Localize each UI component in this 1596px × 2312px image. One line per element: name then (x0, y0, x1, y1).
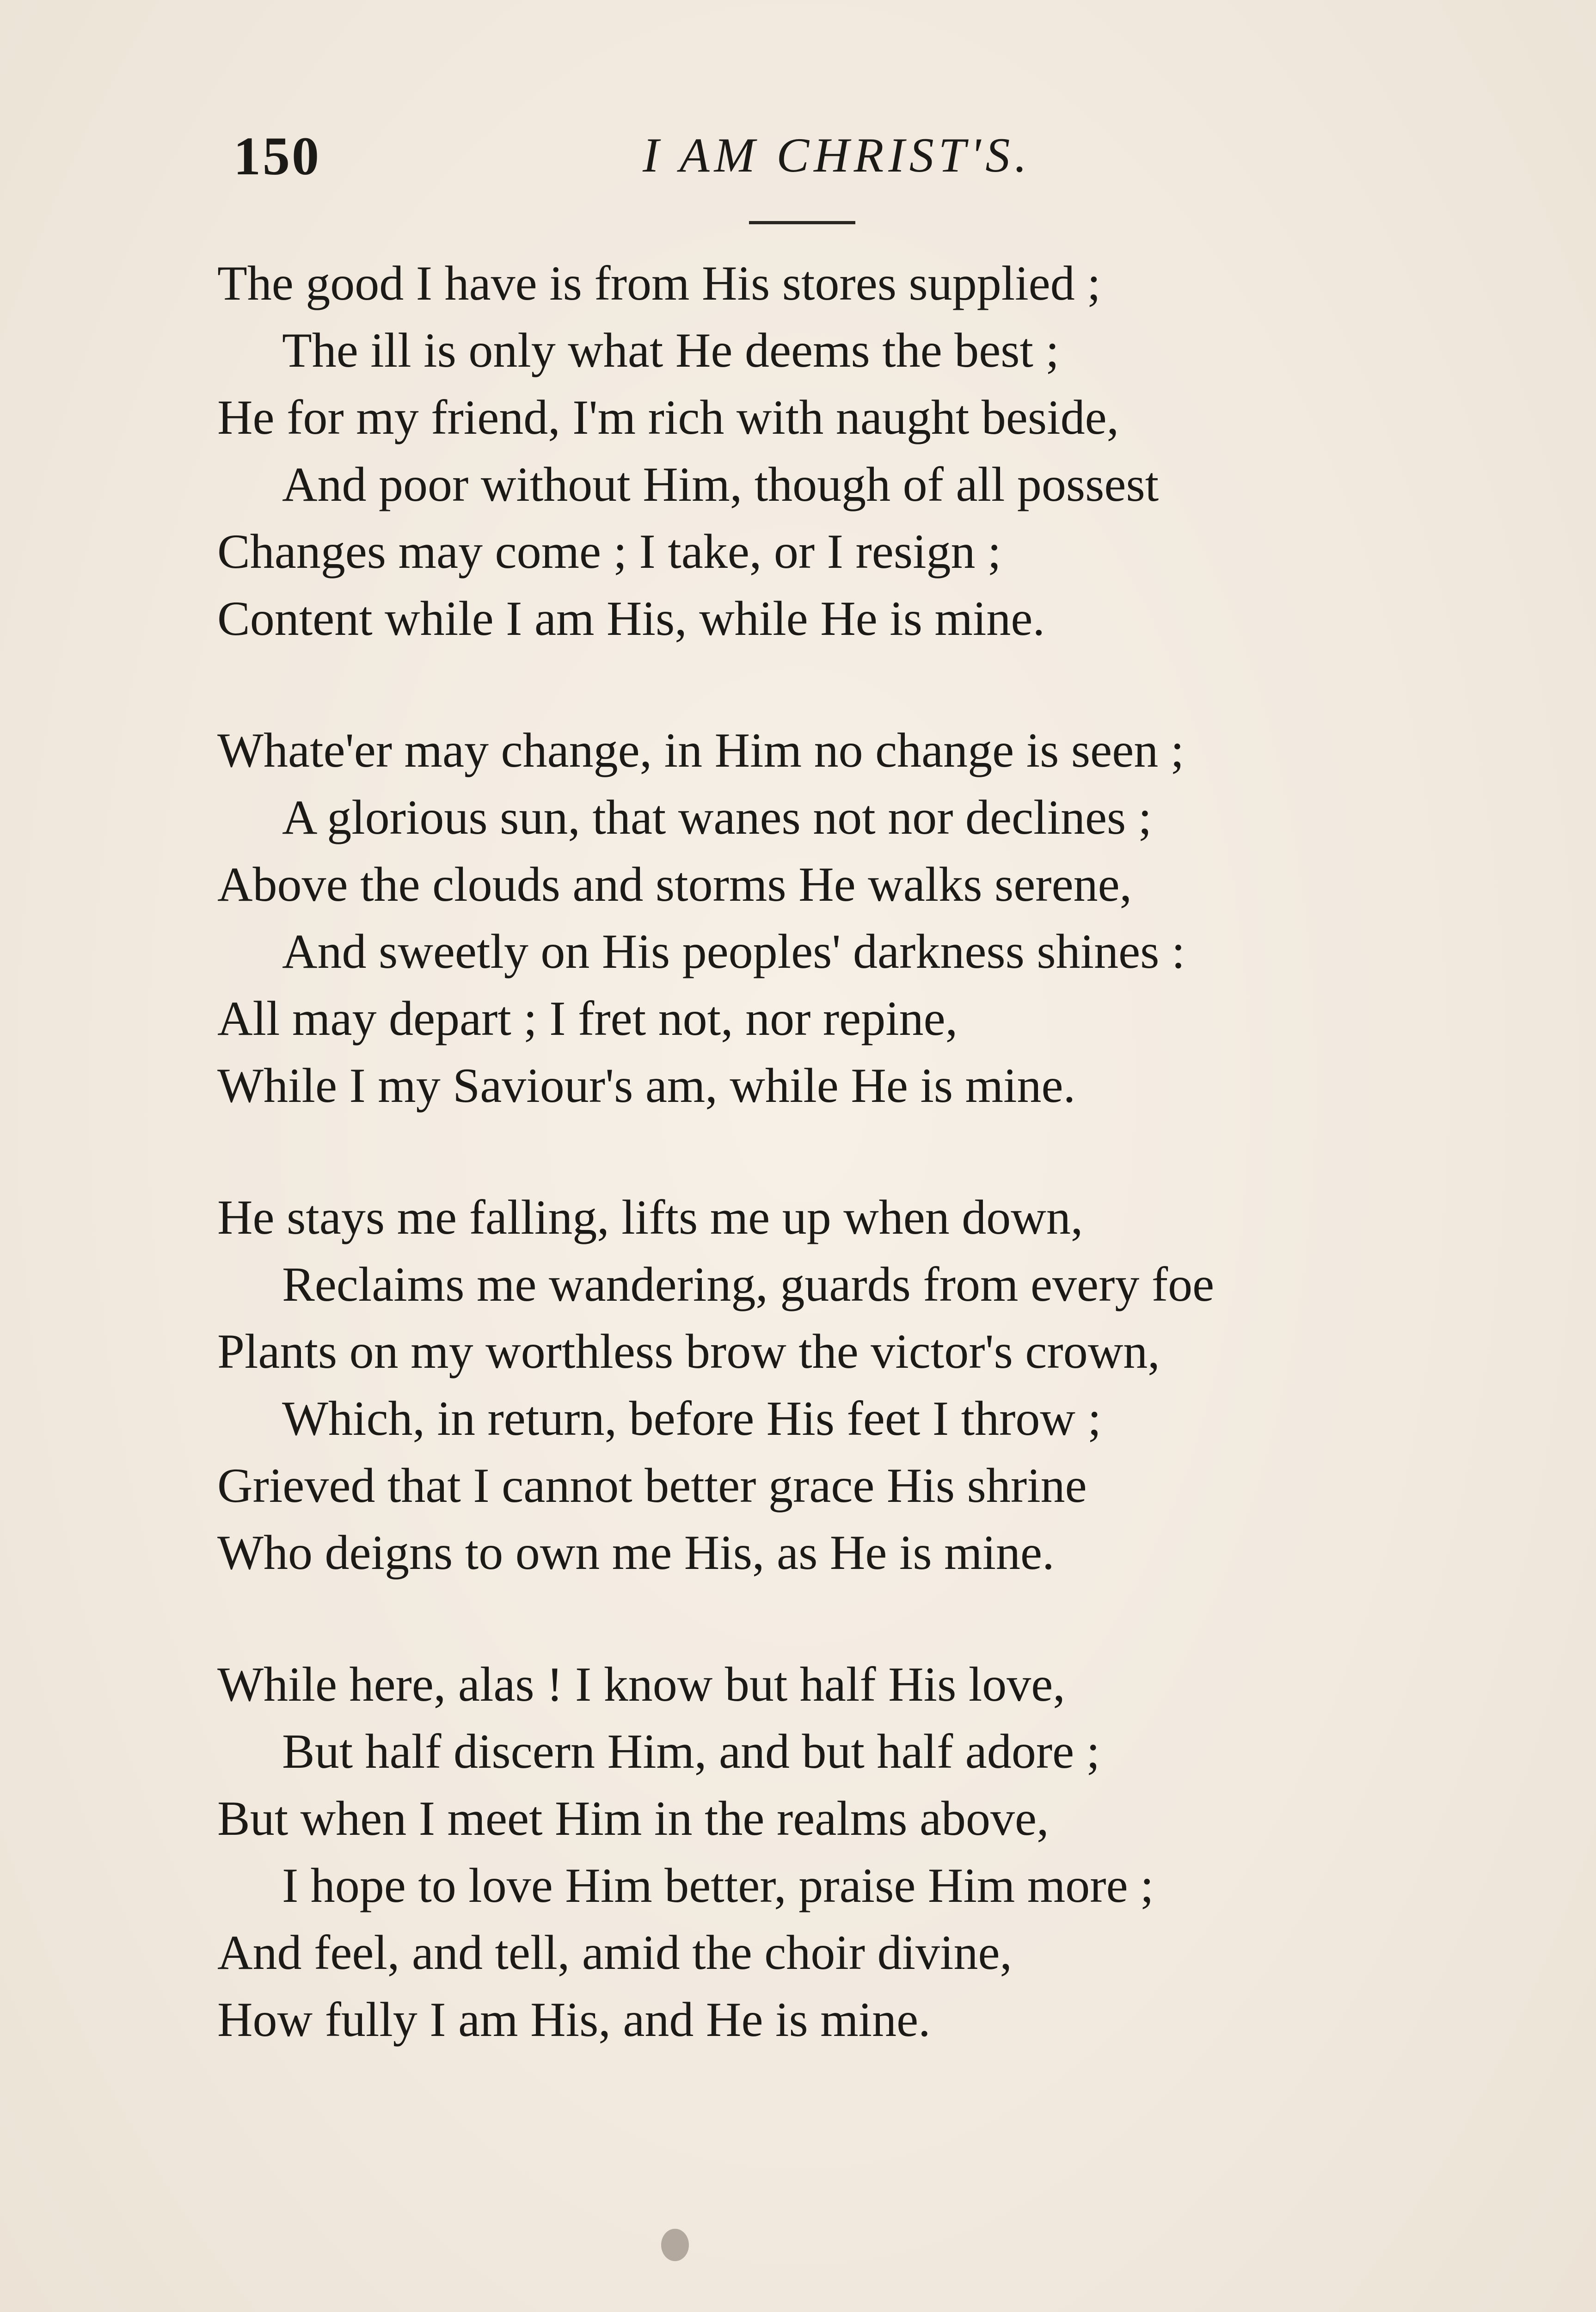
stanza-4 (217, 1651, 1466, 2053)
poem-line: I hope to love Him better, praise Him more ; (282, 1858, 1154, 1912)
poem-line: And feel, and tell, amid the choir divine, (217, 1925, 1013, 1980)
poem-line: But half discern Him, and but half adore ; (282, 1724, 1100, 1778)
poem (217, 250, 1466, 2118)
poem-line: Plants on my worthless brow the victor's crown, (217, 1324, 1160, 1378)
poem-line: And poor without Him, though of all possest (282, 457, 1159, 511)
stanza-1 (217, 250, 1466, 652)
poem-line: Grieved that I cannot better grace His shrine (217, 1458, 1087, 1513)
poem-line: All may depart ; I fret not, nor repine, (217, 991, 958, 1045)
poem-line: Whate'er may change, in Him no change is seen ; (217, 723, 1185, 777)
poem-line: While I my Saviour's am, while He is mine. (217, 1058, 1076, 1113)
poem-line: How fully I am His, and He is mine. (217, 1992, 931, 2047)
page-number: 150 (233, 126, 321, 186)
poem-line: Reclaims me wandering, guards from every foe (282, 1257, 1215, 1311)
poem-line: A glorious sun, that wanes not nor declines ; (282, 790, 1152, 844)
poem-line: Content while I am His, while He is mine. (217, 591, 1045, 646)
header-rule (749, 221, 855, 224)
poem-line: While here, alas ! I know but half His love, (217, 1657, 1065, 1711)
poem-line: But when I meet Him in the realms above, (217, 1791, 1049, 1845)
poem-line: He for my friend, I'm rich with naught beside, (217, 390, 1119, 444)
ink-smudge (661, 2229, 689, 2261)
stanza-2 (217, 717, 1466, 1119)
poem-line: Which, in return, before His feet I throw ; (282, 1391, 1101, 1445)
stanza-3 (217, 1184, 1466, 1586)
poem-line: Above the clouds and storms He walks serene, (217, 857, 1132, 911)
poem-line: The good I have is from His stores supplied ; (217, 256, 1101, 310)
poem-line: He stays me falling, lifts me up when down, (217, 1190, 1083, 1244)
poem-line: Changes may come ; I take, or I resign ; (217, 524, 1001, 578)
poem-line: And sweetly on His peoples' darkness shines : (282, 924, 1185, 978)
poem-line: Who deigns to own me His, as He is mine. (217, 1525, 1055, 1580)
poem-line: The ill is only what He deems the best ; (282, 323, 1059, 377)
running-head: I AM CHRIST'S. (643, 128, 1031, 182)
